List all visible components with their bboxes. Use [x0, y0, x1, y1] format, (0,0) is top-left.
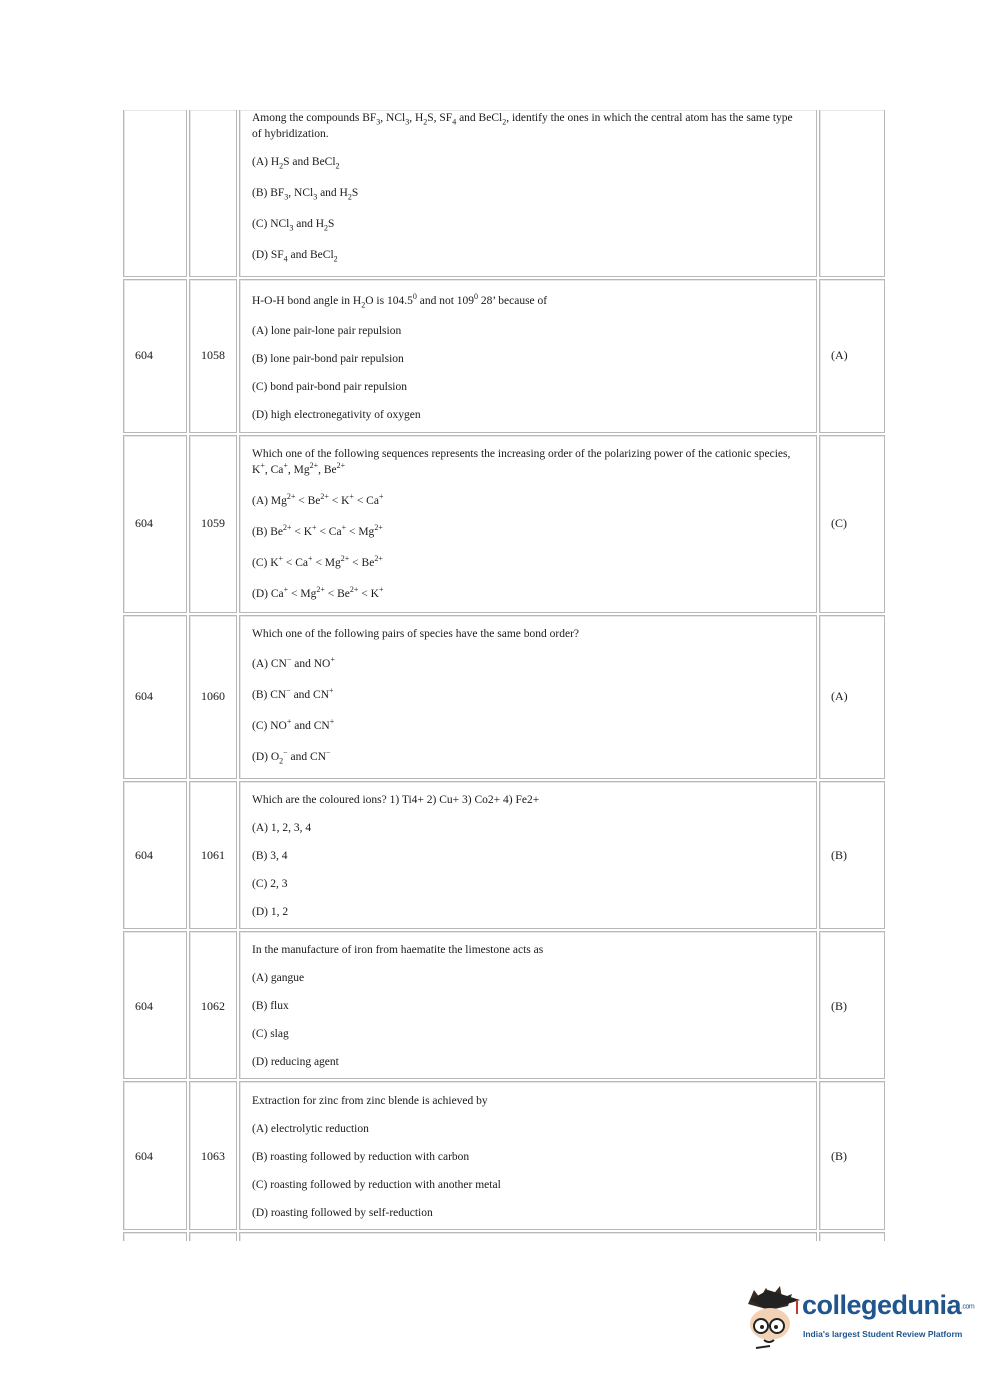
- answer-key: (A): [831, 689, 848, 703]
- option-line: (C) $K^+ < Ca^+ < Mg^{2+} < Be^{2+}$: [252, 554, 383, 569]
- table-cell: [819, 279, 885, 433]
- subject-code: 604: [135, 1149, 153, 1163]
- option-line: (D) roasting followed by self-reduction: [252, 1207, 433, 1219]
- table-cell: [123, 1232, 187, 1241]
- answer-key: (B): [831, 848, 847, 862]
- subject-code: 604: [135, 689, 153, 703]
- table-row: [123, 781, 885, 929]
- question-line: Which are the coloured ions? 1) Ti4+ 2) Cu+ 3) Co2+ 4) Fe2+: [252, 794, 540, 806]
- table-cell: [123, 279, 187, 433]
- table-cell: [819, 931, 885, 1079]
- option-line: (C) roasting followed by reduction with another metal: [252, 1179, 501, 1191]
- question-number: 1061: [201, 848, 225, 862]
- option-line: (B) roasting followed by reduction with carbon: [252, 1151, 470, 1163]
- question-number: 1062: [201, 999, 225, 1013]
- option-line: (A) 1, 2, 3, 4: [252, 822, 312, 834]
- option-line: (B) flux: [252, 1000, 289, 1012]
- answer-key: (C): [831, 516, 847, 530]
- option-line: (A) gangue: [252, 972, 305, 984]
- option-line: (C) bond pair-bond pair repulsion: [252, 381, 407, 393]
- option-line: (A) $Mg^{2+} < Be^{2+} < K^+ < Ca^+$: [252, 492, 384, 507]
- subject-code: 604: [135, 848, 153, 862]
- answer-key: (B): [831, 1149, 847, 1163]
- brand-name: collegedunia.com: [802, 1290, 975, 1320]
- subject-code: 604: [135, 999, 153, 1013]
- option-line: (D) reducing agent: [252, 1056, 339, 1068]
- option-line: (B) $Be^{2+} < K^+ < Ca^+ < Mg^{2+}$: [252, 523, 383, 538]
- table-row: [123, 110, 885, 277]
- option-line: (A) electrolytic reduction: [252, 1123, 369, 1135]
- table-cell: [123, 110, 187, 277]
- option-line: (B) $BF_3$, NCl$_3$ and $H_2S$: [252, 187, 359, 202]
- table-cell: [819, 615, 885, 779]
- question-line: Which one of the following sequences represents the increasing order of the polarizing power of the cationic species, K+, Ca+, $Mg^{2+}$, $Be^{2+}$: [252, 448, 791, 476]
- table-cell: [123, 781, 187, 929]
- option-line: (D) high electronegativity of oxygen: [252, 409, 421, 421]
- option-line: (D) 1, 2: [252, 906, 289, 918]
- table-cell: [123, 435, 187, 613]
- table-cell: [819, 435, 885, 613]
- option-line: (C) slag: [252, 1028, 289, 1040]
- option-line: (D) $O_2^-$ and CN−: [252, 748, 331, 766]
- subject-code: 604: [135, 516, 153, 530]
- table-row: [123, 931, 885, 1079]
- option-line: (D) $Ca^+ < Mg^{2+} < Be^{2+} < K^+$: [252, 585, 384, 600]
- option-line: (D) $SF_4$ and BeCl$_2$: [252, 249, 338, 264]
- option-line: (B) lone pair-bond pair repulsion: [252, 353, 404, 365]
- question-line: In the manufacture of iron from haematite the limestone acts as: [252, 944, 544, 956]
- table-row: [123, 615, 885, 779]
- question-number: 1063: [201, 1149, 225, 1163]
- table-row-partial: [123, 1232, 885, 1241]
- answer-key: (B): [831, 999, 847, 1013]
- question-line: Which one of the following pairs of species have the same bond order?: [252, 628, 580, 640]
- table-row: [123, 1081, 885, 1230]
- question-line: Among the compounds $BF_3$, NCl$_3$, $H_2S$, $SF_4$ and BeCl$_2$, identify the ones in which the central atom has the same type of hybridization.: [252, 112, 793, 140]
- table-cell: [123, 931, 187, 1079]
- table-cell: [123, 615, 187, 779]
- option-line: (B) CN− and CN+: [252, 686, 334, 701]
- brand-tagline: India's largest Student Review Platform: [803, 1329, 963, 1339]
- option-line: (C) 2, 3: [252, 878, 288, 890]
- option-line: (C) NCl$_3$ and $H_2S$: [252, 218, 335, 233]
- table-row: [123, 279, 885, 433]
- answer-key: (A): [831, 348, 848, 362]
- question-line: H-O-H bond angle in $H_2O$ is 104.5$^0$ and not $109^0$ 28’ because of: [252, 292, 548, 310]
- subject-code: 604: [135, 348, 153, 362]
- question-number: 1058: [201, 348, 225, 362]
- option-line: (A) $H_2S$ and BeCl$_2$: [252, 156, 340, 171]
- table-cell: [819, 110, 885, 277]
- option-line: (A) CN− and NO+: [252, 655, 335, 670]
- question-line: Extraction for zinc from zinc blende is achieved by: [252, 1095, 488, 1107]
- table-cell: [123, 1081, 187, 1230]
- question-number: 1060: [201, 689, 225, 703]
- option-line: (A) lone pair-lone pair repulsion: [252, 325, 402, 337]
- table-cell: [189, 1232, 237, 1241]
- question-number: 1059: [201, 516, 225, 530]
- table-cell: [819, 781, 885, 929]
- option-line: (C) NO+ and CN+: [252, 717, 335, 732]
- table-cell: [239, 1232, 817, 1241]
- option-line: (B) 3, 4: [252, 850, 288, 862]
- table-row: [123, 435, 885, 613]
- collegedunia-logo: [740, 1282, 975, 1352]
- mascot-icon: [740, 1282, 804, 1352]
- table-cell: [819, 1081, 885, 1230]
- table-cell: [189, 110, 237, 277]
- table-cell: [819, 1232, 885, 1241]
